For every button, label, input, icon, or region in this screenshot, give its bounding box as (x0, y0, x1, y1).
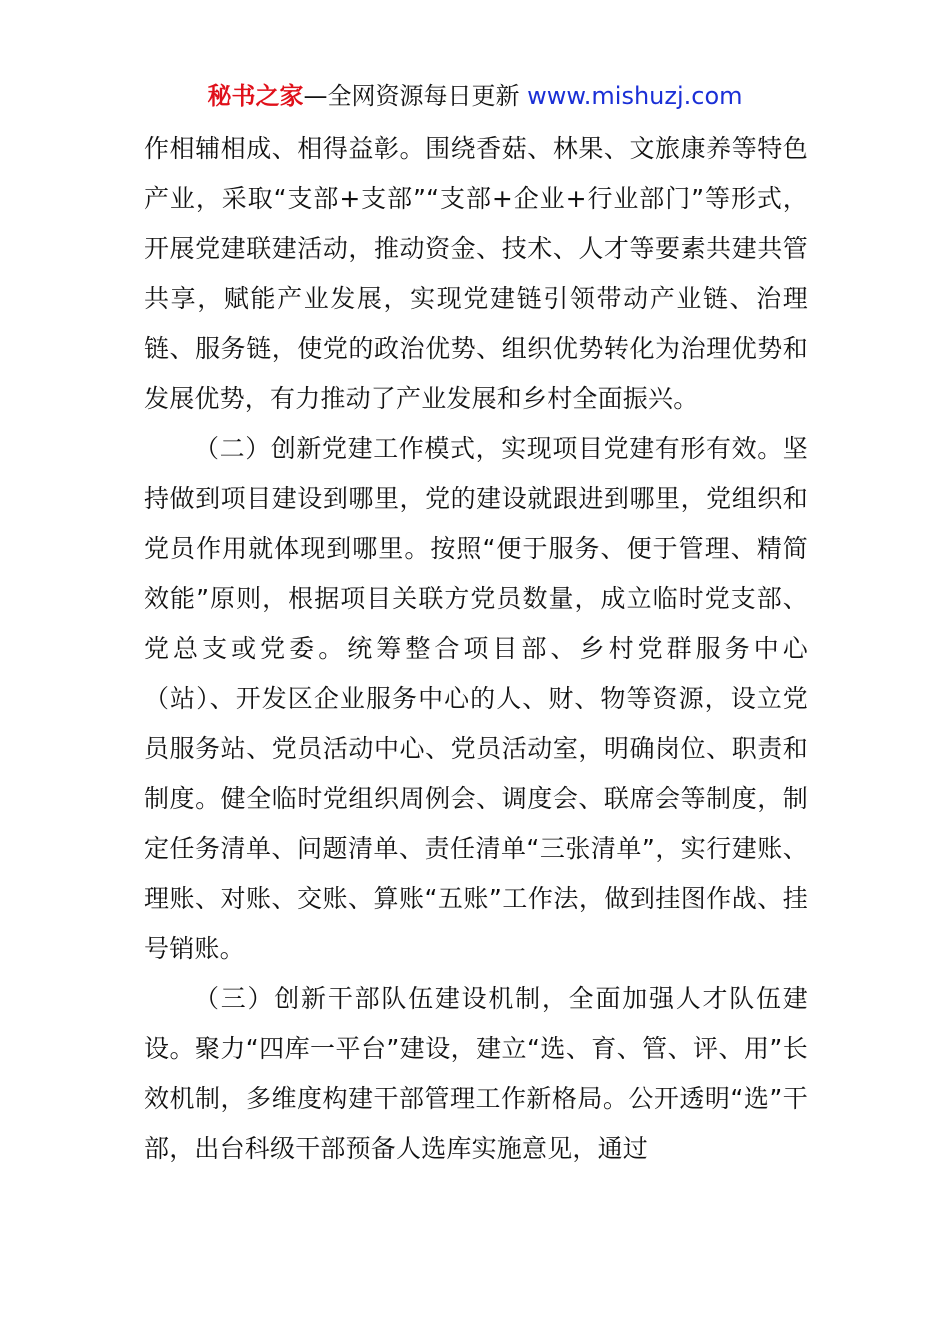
document-body (144, 124, 808, 1174)
site-header (0, 80, 950, 112)
paragraph-section-3: （三）创新干部队伍建设机制，全面加强人才队伍建设。聚力“四库一平台”建设，建立“选、育、管、评、用”长效机制，多维度构建干部管理工作新格局。公开透明“选”干部，出台科级干部预备人选库实施意见，通过 (144, 984, 808, 1163)
brand-name: 秘书之家 (207, 82, 304, 110)
site-url-link[interactable]: www.mishuzj.com (519, 82, 743, 110)
paragraph-section-2: （二）创新党建工作模式，实现项目党建有形有效。坚持做到项目建设到哪里，党的建设就跟进到哪里，党组织和党员作用就体现到哪里。按照“便于服务、便于管理、精简效能”原则，根据项目关联方党员数量，成立临时党支部、党总支或党委。统筹整合项目部、乡村党群服务中心（站）、开发区企业服务中心的人、财、物等资源，设立党员服务站、党员活动中心、党员活动室，明确岗位、职责和制度。健全临时党组织周例会、调度会、联席会等制度，制定任务清单、问题清单、责任清单“三张清单”，实行建账、理账、对账、交账、算账“五账”工作法，做到挂图作战、挂号销账。 (144, 434, 808, 963)
header-tagline: —全网资源每日更新 (303, 82, 520, 110)
paragraph-continuation: 作相辅相成、相得益彰。围绕香菇、林果、文旅康养等特色产业，采取“支部+支部”“支部+企业+行业部门”等形式，开展党建联建活动，推动资金、技术、人才等要素共建共管共享，赋能产业发展，实现党建链引领带动产业链、治理链、服务链，使党的政治优势、组织优势转化为治理优势和发展优势，有力推动了产业发展和乡村全面振兴。 (144, 134, 808, 413)
